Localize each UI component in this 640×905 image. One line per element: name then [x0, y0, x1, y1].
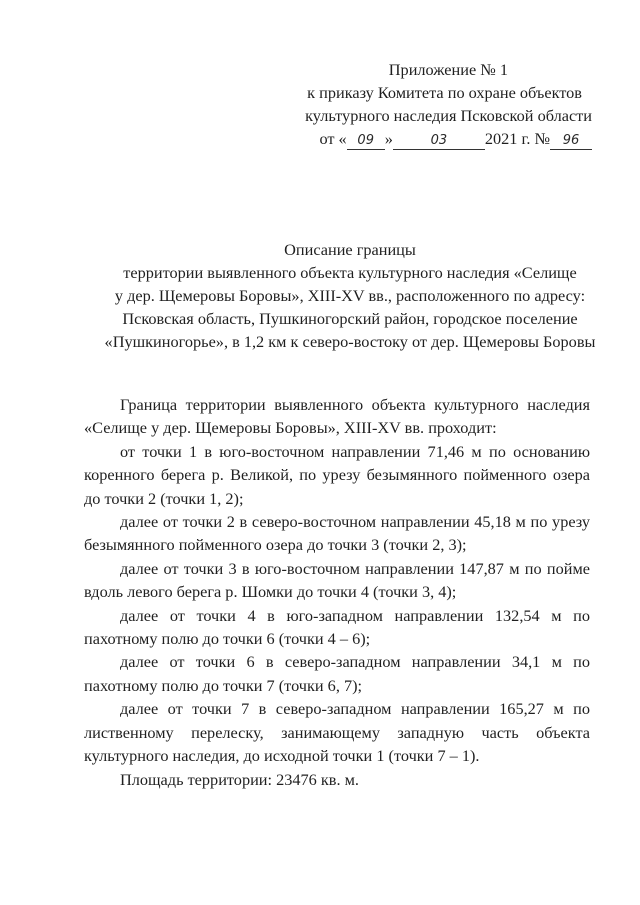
date-month-handwritten: 03 [430, 133, 448, 148]
appendix-date-line [292, 127, 592, 150]
date-month-field [393, 130, 485, 150]
body-paragraph-segment-6-7: далее от точки 6 в северо-западном направлении 34,1 м по пахотному полю до точки 7 (точки 6, 7); [84, 652, 590, 695]
body-paragraph-segment-7-1: далее от точки 7 в северо-западном направлении 165,27 м по лиственному перелеску, занимающему западную часть объекта культурного наследия, до исходной точки 1 (точки 7 – 1). [84, 699, 590, 766]
appendix-header [292, 58, 592, 150]
appendix-title: Приложение № 1 [388, 60, 508, 79]
date-day-handwritten: 09 [357, 133, 374, 148]
date-prefix: от « [319, 129, 347, 148]
title-line-2: территории выявленного объекта культурного наследия «Селище [123, 263, 577, 282]
date-day-close: » [384, 129, 393, 148]
body-paragraph-area: Площадь территории: 23476 кв. м. [120, 769, 359, 789]
date-year-text: 2021 г. № [484, 129, 550, 148]
body-paragraph-segment-3-4: далее от точки 3 в юго-восточном направлении 147,87 м по пойме вдоль левого берега р. Шомки до точки 4 (точки 3, 4); [84, 558, 590, 602]
order-number-handwritten: 96 [562, 133, 580, 148]
body-paragraph-segment-1-2: от точки 1 в юго-восточном направлении 71,46 м по основанию коренного берега р. Великой, по урезу безымянного пойменного озера до точки 2 (точки 1, 2); [84, 441, 590, 508]
title-line-4: Псковская область, Пушкиногорский район, городское поселение [122, 309, 578, 328]
document-title [60, 238, 640, 353]
date-day-field [347, 130, 385, 150]
body-paragraph-segment-4-6: далее от точки 4 в юго-западном направлении 132,54 м по пахотному полю до точки 6 (точки 4 – 6); [84, 605, 590, 649]
document-body [84, 393, 590, 791]
title-line-5: «Пушкиногорье», в 1,2 км к северо-востоку от дер. Щемеровы Боровы [104, 332, 596, 351]
appendix-order-line: к приказу Комитета по охране объектов [307, 83, 582, 102]
appendix-committee-line: культурного наследия Псковской области [305, 106, 592, 125]
body-paragraph-intro: Граница территории выявленного объекта культурного наследия «Селище у дер. Щемеровы Боровы», XIII-XV вв. проходит: [84, 395, 590, 438]
title-line-3: у дер. Щемеровы Боровы», XIII-XV вв., расположенного по адресу: [114, 286, 586, 305]
body-paragraph-segment-2-3: далее от точки 2 в северо-восточном направлении 45,18 м по урезу безымянного пойменного озера до точки 3 (точки 2, 3); [84, 512, 590, 555]
title-line-1: Описание границы [284, 240, 416, 259]
order-number-field [550, 130, 592, 150]
